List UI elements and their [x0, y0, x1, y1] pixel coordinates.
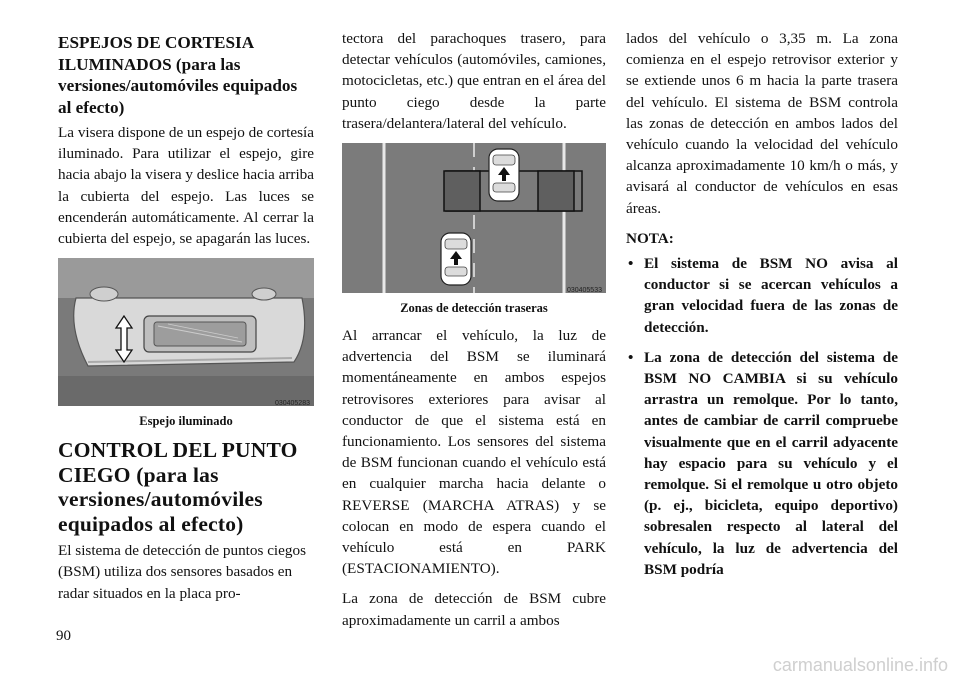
paragraph-bsm-intro: El sistema de detección de puntos ciegos (BSM) utiliza dos sensores basados en radar situados en la placa pro-: [58, 542, 306, 602]
rear-detection-zones-diagram: [342, 143, 606, 293]
column-middle: [342, 28, 606, 640]
paragraph-bsm-zone-details: lados del vehículo o 3,35 m. La zona comienza en el espejo retrovisor exterior y se extiende unos 6 m hacia la parte trasera del vehículo. El sistema de BSM controla las zonas de detección en ambos lados del vehículo cuando la velocidad del vehículo alcanza aproximadamente 10 km/h o más, y avisará al conductor de vehículos en esas áreas.: [626, 30, 898, 217]
note-label: NOTA:: [626, 229, 674, 247]
figure-illuminated-mirror: [58, 258, 314, 411]
note-item: • La zona de detección del sistema de BSM NO CAMBIA si su vehículo arrastra un remolque. Por lo tanto, antes de cambiar de carril compruebe visualmente que en el carril adyacente hay espacio para su vehículo y el remolque. Si el remolque u otro objeto (p. ej., bicicleta, equipo deportivo) sobresalen respecto al lateral del vehículo, la luz de advertencia del BSM podría: [628, 348, 898, 578]
figure-caption-mirror: Espejo iluminado: [139, 414, 233, 429]
sun-visor-mirror-illustration: [58, 258, 314, 406]
heading-blind-spot: CONTROL DEL PUNTO CIEGO (para las versiones/automóviles equipados al efecto): [58, 438, 298, 536]
page-number: 90: [56, 628, 71, 644]
watermark: carmanualsonline.info: [772, 655, 948, 675]
column-right: [626, 28, 898, 589]
paragraph-bsm-coverage: La zona de detección de BSM cubre aproximadamente un carril a ambos: [342, 590, 606, 629]
figure-detection-zones: [342, 143, 606, 298]
paragraph-mirror-usage: La visera dispone de un espejo de cortesía iluminado. Para utilizar el espejo, gire hacia abajo la visera y deslice hacia arriba la cubierta del espejo. Las luces se encenderán automáticamente. Al cerrar la cubierta del espejo, se apagarán las luces.: [58, 124, 314, 248]
figure-code: 030405283: [274, 400, 310, 408]
heading-courtesy-mirrors: ESPEJOS DE CORTESIA ILUMINADOS (para las versiones/automóviles equipados al efecto): [58, 33, 298, 117]
note-list: [626, 253, 898, 580]
column-left: [58, 28, 314, 613]
paragraph-bsm-sensors: tectora del parachoques trasero, para detectar vehículos (automóviles, camiones, motocicletas, etc.) que entran en el área del punto ciego desde la parte trasera/delantera/lateral del vehículo.: [342, 30, 606, 132]
note-item: • El sistema de BSM NO avisa al conductor si se acercan vehículos a gran velocidad fuera de las zonas de detección.: [628, 255, 898, 336]
figure-code: 030405533: [566, 287, 602, 295]
paragraph-bsm-startup: Al arrancar el vehículo, la luz de advertencia del BSM se iluminará momentáneamente en ambos espejos retrovisores exteriores para avisar al conductor de que el sistema está en funcionamiento. Los sensores del sistema de BSM funcionan cuando el vehículo está en cualquier marcha hacia delante o REVERSE (MARCHA ATRAS) y se colocan en modo de espera cuando el vehículo está en PARK (ESTACIONAMIENTO).: [342, 327, 606, 578]
figure-caption-zones: Zonas de detección traseras: [400, 301, 548, 316]
